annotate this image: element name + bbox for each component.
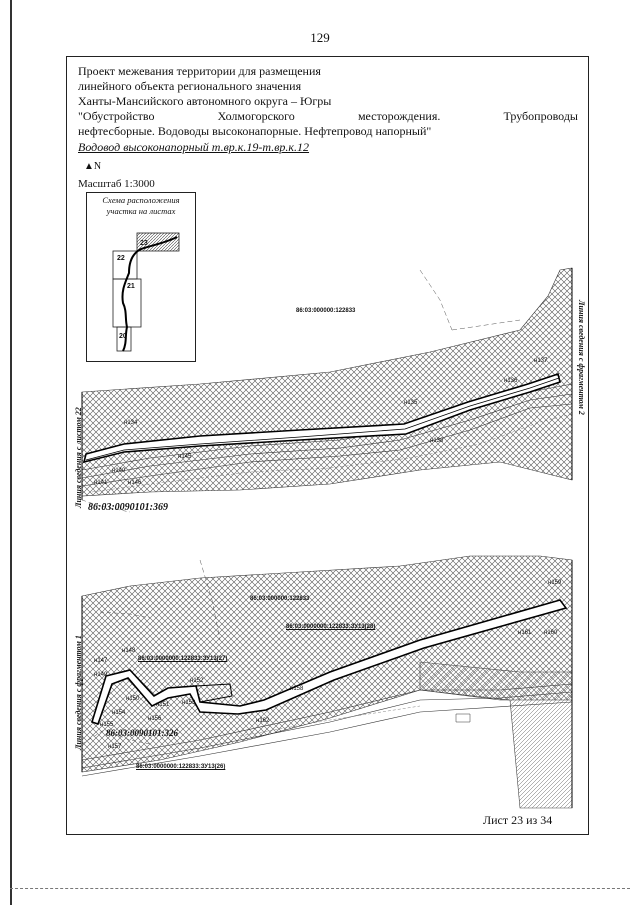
point-label: н158 bbox=[290, 686, 304, 692]
point-label: н156 bbox=[148, 716, 162, 722]
point-label: н146 bbox=[128, 480, 142, 486]
north-arrow: ▲N bbox=[84, 161, 102, 172]
point-label: н135 bbox=[404, 400, 418, 406]
title-line-2: линейного объекта регионального значения bbox=[78, 79, 302, 93]
point-label: н147 bbox=[94, 658, 108, 664]
point-label: н151 bbox=[156, 702, 170, 708]
upper-left-side-label: Линия сведения с листом 22 bbox=[74, 407, 83, 508]
object-line-2: нефтесборные. Водоводы высоконапорные. Нефтепровод напорный" bbox=[78, 124, 432, 138]
lower-cadastral-main: 86:03:000000:122833 bbox=[250, 596, 310, 602]
title-line-1: Проект межевания территории для размещения bbox=[78, 64, 321, 78]
bottom-rule bbox=[10, 888, 630, 889]
upper-right-side-label: Линия сведения с фрагментом 2 bbox=[577, 300, 586, 415]
point-label: н140 bbox=[112, 468, 126, 474]
point-label: н152 bbox=[190, 678, 204, 684]
upper-cadastral-main: 86:03:000000:122833 bbox=[296, 308, 356, 314]
point-label: н137 bbox=[534, 358, 548, 364]
point-label: н141 bbox=[94, 480, 108, 486]
point-label: н162 bbox=[256, 718, 270, 724]
inset-title: Схема расположения участка на листах bbox=[102, 195, 180, 216]
inset-sheet-21: 21 bbox=[127, 283, 135, 290]
lower-left-side-label: Линия сведения с фрагментом 1 bbox=[74, 635, 83, 750]
point-label: н155 bbox=[100, 722, 114, 728]
inset-sheet-22: 22 bbox=[117, 255, 125, 262]
point-label: н134 bbox=[124, 420, 138, 426]
point-label: н136 bbox=[504, 378, 518, 384]
scale-label: Масштаб 1:3000 bbox=[78, 178, 155, 190]
lower-fragment bbox=[82, 556, 572, 808]
point-label: н148 bbox=[122, 648, 136, 654]
north-arrow-icon: ▲ bbox=[84, 161, 94, 172]
point-label: н138 bbox=[430, 438, 444, 444]
lower-cadastral-zu27: 86:03:0000000:122833:ЗУ13(27) bbox=[138, 656, 228, 662]
point-label: н153 bbox=[182, 700, 196, 706]
lower-cadastral-parcel: 86:03:0090101:326 bbox=[106, 728, 178, 738]
point-label: н160 bbox=[544, 630, 558, 636]
lower-cadastral-zu28: 86:03:0000000:122833:ЗУ13(28) bbox=[286, 624, 376, 630]
drawing-subtitle: Водовод высоконапорный т.вр.к.19-т.вр.к.12 bbox=[78, 140, 310, 154]
point-label: н149 bbox=[94, 672, 108, 678]
point-label: н159 bbox=[548, 580, 562, 586]
sheet-number-label: Лист 23 из 34 bbox=[483, 813, 553, 827]
page-number: 129 bbox=[310, 30, 330, 45]
point-label: н145 bbox=[178, 454, 192, 460]
point-label: н150 bbox=[126, 696, 140, 702]
point-label: н157 bbox=[108, 744, 122, 750]
point-label: н161 bbox=[518, 630, 532, 636]
lower-cadastral-zu26: 86:03:0000000:122833:ЗУ13(26) bbox=[136, 764, 226, 770]
title-line-3: Ханты-Мансийского автономного округа – Югры bbox=[78, 94, 332, 108]
point-label: н154 bbox=[112, 710, 126, 716]
object-line-1: "Обустройство Холмогорского месторождения. Трубопроводы bbox=[78, 109, 578, 123]
inset-sheet-20: 20 bbox=[119, 333, 127, 340]
upper-cadastral-parcel: 86:03:0090101:369 bbox=[88, 502, 168, 513]
inset-sheet-23: 23 bbox=[140, 240, 148, 247]
upper-fragment bbox=[82, 268, 572, 512]
